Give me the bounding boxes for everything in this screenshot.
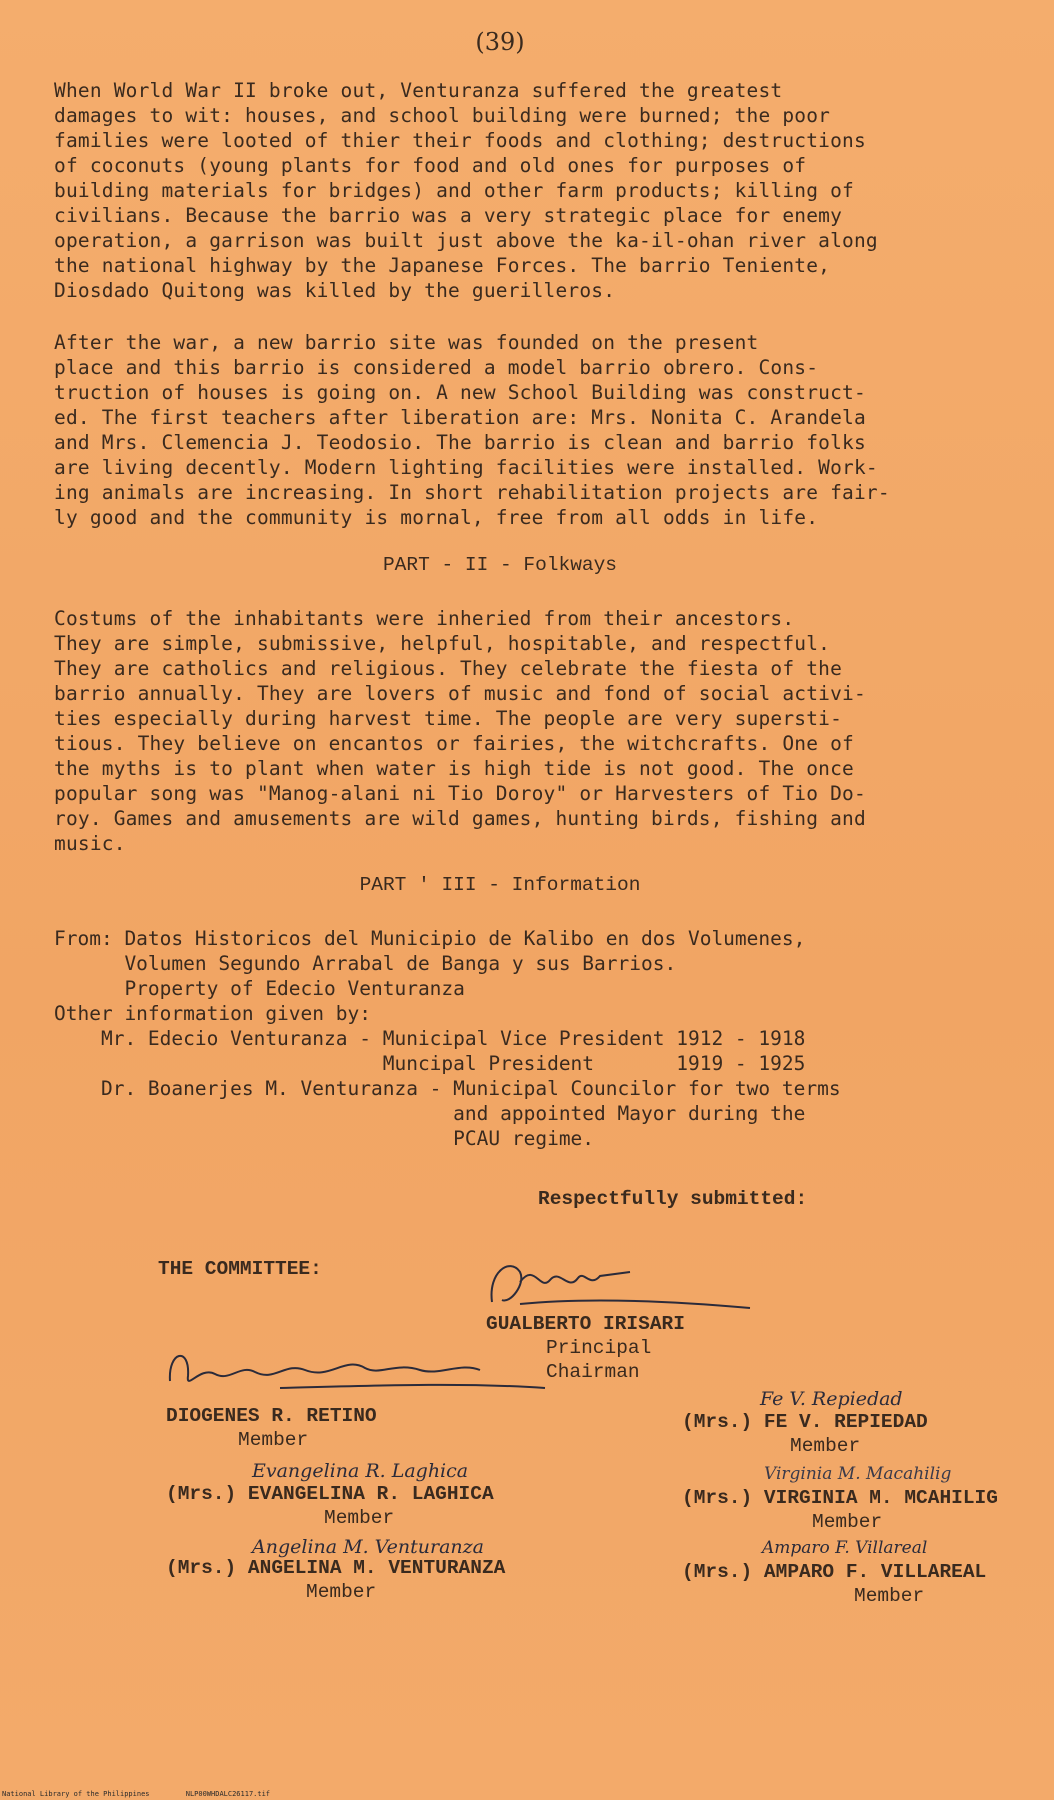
signatory-role: Member	[854, 1585, 925, 1607]
signatory-name: DIOGENES R. RETINO	[166, 1405, 377, 1427]
signatory-laghica	[166, 1482, 494, 1530]
information-sources: From: Datos Historicos del Municipio de Kalibo en dos Volumenes, Volumen Segundo Arrabal de Banga y sus Barrios. Property of Edecio Venturanza Other information given by: Mr. Edecio Venturanza - Municipal Vice President 1912 - 1918 Muncipal President 1919 - 1925 Dr. Boanerjes M. Venturanza - Municipal Councilor for two terms and appointed Mayor during the PCAU regime.	[54, 927, 841, 1150]
handwritten-repiedad: Fe V. Repiedad	[760, 1388, 903, 1410]
page-number: (39)	[475, 28, 525, 56]
signatory-name: (Mrs.) ANGELINA M. VENTURANZA	[166, 1557, 506, 1579]
part-2-heading: PART - II - Folkways	[382, 554, 618, 576]
signatory-role: Member	[324, 1507, 395, 1529]
footer-library: National Library of the Philippines	[2, 1790, 150, 1798]
footer-file: NLP00WHDALC26117.tif	[185, 1790, 271, 1798]
handwritten-villareal: Amparo F. Villareal	[762, 1538, 928, 1558]
signatory-role: Member	[812, 1511, 883, 1533]
signatory-name: GUALBERTO IRISARI	[486, 1313, 685, 1335]
signatory-role: Member	[238, 1429, 309, 1451]
signatory-chairman	[486, 1312, 685, 1384]
paragraph-after-war: After the war, a new barrio site was founded on the present place and this barrio is considered a model barrio obrero. Cons- truction of houses is going on. A new School Building was construct- ed. The first teachers after liberation are: Mrs. Nonita C. Arandela and Mrs. Clemencia J. Teodosio. The barrio is clean and barrio folks are living decently. Modern lighting facilities were installed. Work- ing animals are increasing. In short rehabilitation projects are fair- ly good and the community is mornal, free from all odds in life.	[54, 331, 890, 529]
scan-footer	[0, 1790, 1054, 1798]
paragraph-war-damages: When World War II broke out, Venturanza suffered the greatest damages to wit: houses, and school building were burned; the poor families were looted of thier their foods and clothing; destructions of coconuts (young plants for food and old ones for purposes of building materials for bridges) and other farm products; killing of civilians. Because the barrio was a very strategic place for enemy operation, a garrison was built just above the ka-il-ohan river along the national highway by the Japanese Forces. The barrio Teniente, Diosdado Quitong was killed by the guerilleros.	[54, 79, 878, 302]
signatory-macahilig	[682, 1486, 998, 1534]
signatory-role: Chairman	[546, 1361, 640, 1383]
signatory-role: Member	[306, 1581, 377, 1603]
signatory-role: Member	[790, 1435, 861, 1457]
signatory-name: (Mrs.) VIRGINIA M. MCAHILIG	[682, 1487, 998, 1509]
respectfully-submitted: Respectfully submitted:	[538, 1188, 808, 1210]
signatory-name: (Mrs.) AMPARO F. VILLAREAL	[682, 1561, 987, 1583]
signatory-retino	[166, 1404, 377, 1452]
signatory-villareal	[682, 1560, 986, 1608]
signatory-name: (Mrs.) FE V. REPIEDAD	[682, 1411, 928, 1433]
signatory-venturanza	[166, 1556, 505, 1604]
paragraph-folkways: Costums of the inhabitants were inheried from their ancestors. They are simple, submissive, helpful, hospitable, and respectful. They are catholics and religious. They celebrate the fiesta of the barrio annually. They are lovers of music and fond of social activi- ties especially during harvest time. The people are very supersti- tious. They believe on encantos or fairies, the witchcrafts. One of the myths is to plant when water is high tide is not good. The once popular song was "Manog-alani ni Tio Doroy" or Harvesters of Tio Do- roy. Games and amusements are wild games, hunting birds, fishing and music.	[54, 607, 866, 855]
signatory-name: (Mrs.) EVANGELINA R. LAGHICA	[166, 1483, 494, 1505]
handwritten-laghica: Evangelina R. Laghica	[252, 1460, 469, 1482]
part-3-heading: PART ' III - Information	[359, 874, 641, 896]
handwritten-macahilig: Virginia M. Macahilig	[764, 1464, 952, 1484]
committee-label: THE COMMITTEE:	[158, 1258, 322, 1280]
signatory-role: Principal	[546, 1337, 652, 1359]
signatory-repiedad	[682, 1410, 928, 1458]
handwritten-venturanza: Angelina M. Venturanza	[252, 1536, 484, 1558]
